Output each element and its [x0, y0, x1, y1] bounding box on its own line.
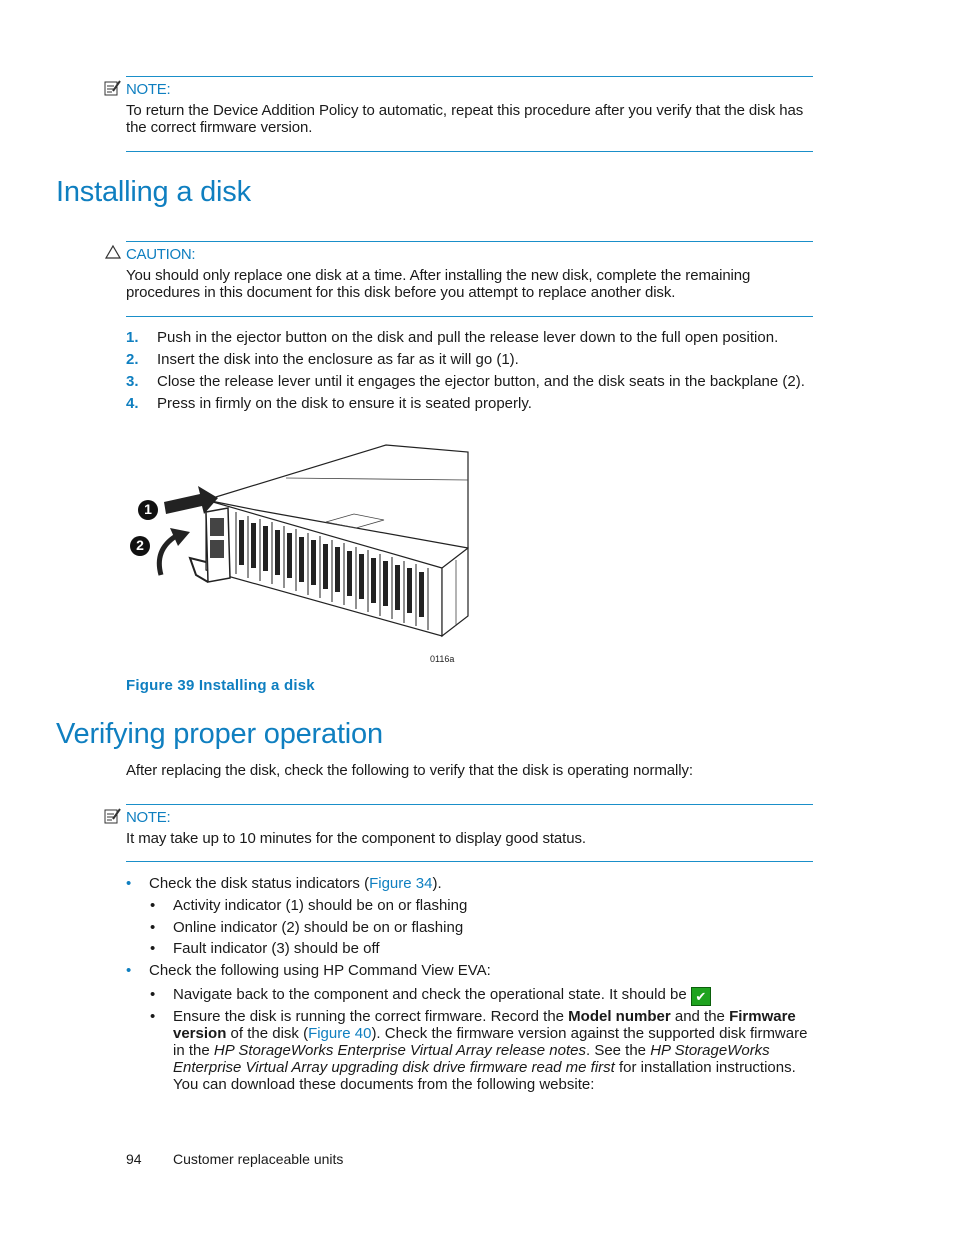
verify-intro: After replacing the disk, check the following to verify that the disk is operating normally: [126, 762, 693, 779]
note-heading [104, 79, 170, 100]
caution-label: CAUTION: [126, 245, 196, 263]
bullet-marker: • [126, 875, 132, 892]
bullet-marker: • [150, 940, 156, 957]
note-bottom-rule [126, 151, 813, 152]
sub-bullet-text: Activity indicator (1) should be on or flashing [173, 897, 468, 914]
page-number: 94 [126, 1151, 142, 1167]
step-text: Press in firmly on the disk to ensure it is seated properly. [157, 395, 532, 412]
sub-bullet-text [173, 986, 711, 1006]
sub-bullet-activity [150, 897, 467, 914]
sub-bullet-navigate-text: Navigate back to the component and check the operational state. It should be [173, 986, 687, 1003]
bullet-marker: • [150, 986, 156, 1003]
bullet-marker: • [150, 897, 156, 914]
sub-bullet-fault [150, 940, 380, 957]
bullet-text [149, 875, 442, 892]
firmware-text-5: . See the [585, 1042, 651, 1059]
step-text: Close the release lever until it engages the ejector button, and the disk seats in the backplane (2). [157, 373, 805, 390]
callout-1: 1 [144, 501, 152, 517]
figure-40-link[interactable]: Figure 40 [308, 1025, 372, 1042]
firmware-text-2: and the [670, 1008, 730, 1025]
step-1 [126, 329, 778, 346]
note2-top-rule [126, 804, 813, 805]
firmware-text-3: of the disk ( [226, 1025, 309, 1042]
bullet-command-view [126, 962, 491, 979]
note2-heading [104, 807, 170, 828]
caution-icon [104, 244, 122, 264]
caution-bottom-rule [126, 316, 813, 317]
callout-2: 2 [136, 537, 144, 553]
bullet-marker: • [150, 1008, 156, 1025]
firmware-version-bold: Firmware version [173, 1008, 796, 1042]
sub-bullet-navigate [150, 986, 711, 1006]
note-label: NOTE: [126, 81, 171, 98]
sub-bullet-text: Fault indicator (3) should be off [173, 940, 380, 957]
step-text: Insert the disk into the enclosure as far as it will go (1). [157, 351, 519, 368]
enclosure-illustration [126, 440, 476, 670]
note2-text: It may take up to 10 minutes for the component to display good status. [126, 830, 586, 847]
read-me-first-title: HP StorageWorks Enterprise Virtual Array upgrading disk drive firmware read me first [173, 1042, 770, 1076]
caution-heading [104, 244, 195, 264]
sub-bullet-text: Online indicator (2) should be on or flashing [173, 919, 464, 936]
bullet-text: Check the following using HP Command View EVA: [149, 962, 491, 979]
note2-bottom-rule [126, 861, 813, 862]
check-status-icon: ✔ [691, 987, 711, 1006]
model-number-bold: Model number [568, 1008, 671, 1025]
note2-label: NOTE: [126, 809, 171, 826]
step-text: Push in the ejector button on the disk and pull the release lever down to the full open position. [157, 329, 779, 346]
firmware-text-1: Ensure the disk is running the correct firmware. Record the [173, 1008, 569, 1025]
figure-34-link[interactable]: Figure 34 [369, 875, 433, 892]
note-icon [104, 807, 122, 828]
section-title-installing: Installing a disk [56, 176, 251, 208]
disk-installation-figure [126, 440, 476, 670]
figure-code: 0116a [430, 654, 455, 664]
figure-caption: Figure 39 Installing a disk [126, 677, 315, 694]
note-text: To return the Device Addition Policy to automatic, repeat this procedure after you verify that the disk has the correct firmware version. [126, 102, 804, 136]
sub-bullet-online [150, 919, 463, 936]
bullet-text-post: ). [432, 875, 442, 892]
step-number: 1. [126, 329, 139, 346]
step-number: 2. [126, 351, 139, 368]
bullet-marker: • [126, 962, 132, 979]
note-top-rule [126, 76, 813, 77]
section-title-verifying: Verifying proper operation [56, 718, 383, 750]
bullet-disk-status [126, 875, 442, 892]
footer-title: Customer replaceable units [173, 1151, 344, 1167]
step-number: 3. [126, 373, 139, 390]
firmware-text-6: for installation instructions. You can download these documents from the following website: [173, 1059, 796, 1093]
bullet-text-pre: Check the disk status indicators ( [149, 875, 370, 892]
step-number: 4. [126, 395, 139, 412]
note-icon [104, 79, 122, 100]
sub-bullet-firmware [150, 1008, 810, 1093]
step-3 [126, 373, 805, 390]
caution-text: You should only replace one disk at a time. After installing the new disk, complete the remaining procedures in this document for this disk before you attempt to replace another disk. [126, 267, 751, 301]
bullet-marker: • [150, 919, 156, 936]
caution-top-rule [126, 241, 813, 242]
step-4 [126, 395, 532, 412]
release-notes-title: HP StorageWorks Enterprise Virtual Array release notes [213, 1042, 586, 1059]
firmware-text-4: ). Check the firmware version against the supported disk firmware in the [173, 1025, 808, 1059]
sub-bullet-text [173, 1008, 810, 1093]
step-2 [126, 351, 519, 368]
